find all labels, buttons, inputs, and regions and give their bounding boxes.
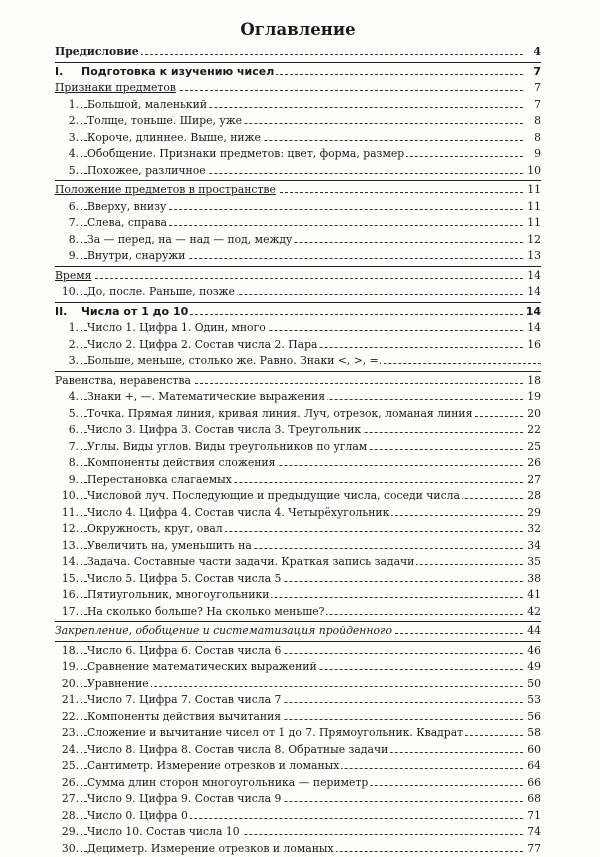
toc-item[interactable]	[55, 130, 541, 147]
page-number: 27	[525, 472, 541, 489]
toc-item[interactable]	[55, 709, 541, 726]
item-number: 4.	[55, 389, 81, 406]
toc-item[interactable]	[55, 841, 541, 857]
page-number: 12	[525, 232, 541, 249]
entry-title: Число 0. Цифра 0	[87, 808, 190, 825]
page-number: 9	[525, 146, 541, 163]
item-number: 9.	[55, 248, 81, 265]
page-number: 29	[525, 505, 541, 522]
page-number: 64	[525, 758, 541, 775]
page-number: 42	[525, 604, 541, 621]
page-number: 66	[525, 775, 541, 792]
page-number: 8	[525, 130, 541, 147]
entry-title: Внутри, снаружи	[87, 248, 188, 265]
page-number: 25	[525, 439, 541, 456]
entry-title: Обобщение. Признаки предметов: цвет, форма, размер	[87, 146, 406, 163]
item-number: 5.	[55, 406, 81, 423]
toc-item[interactable]	[55, 248, 541, 265]
entry-title: Число 6. Цифра 6. Состав числа 6	[87, 643, 283, 660]
entry-title: Число 3. Цифра 3. Состав числа 3. Треугольник	[87, 422, 363, 439]
entry-title: Число 4. Цифра 4. Состав числа 4. Четырёхугольник	[87, 505, 391, 522]
item-number: 10.	[55, 488, 81, 505]
page-number: 35	[525, 554, 541, 571]
item-number: 29.	[55, 824, 81, 841]
section-number: I.	[55, 64, 81, 81]
entry-title: Короче, длиннее. Выше, ниже	[87, 130, 263, 147]
divider	[55, 302, 541, 303]
toc-heading[interactable]	[55, 44, 541, 61]
entry-title: Уравнение	[87, 676, 151, 693]
item-number: 27.	[55, 791, 81, 808]
toc-item[interactable]	[55, 320, 541, 337]
toc-item[interactable]	[55, 472, 541, 489]
entry-title: Увеличить на, уменьшить на	[87, 538, 254, 555]
item-number: 10.	[55, 284, 81, 301]
entry-title: Знаки +, —. Математические выражения	[87, 389, 327, 406]
entry-title: Больше, меньше, столько же. Равно. Знаки <, >, =.	[87, 353, 384, 370]
item-number: 8.	[55, 455, 81, 472]
toc-item[interactable]	[55, 284, 541, 301]
page-number: 14	[525, 304, 541, 321]
item-number: 3.	[55, 130, 81, 147]
entry-title: Число 2. Цифра 2. Состав числа 2. Пара	[87, 337, 319, 354]
toc-heading[interactable]	[55, 373, 541, 390]
divider	[55, 180, 541, 181]
toc-item[interactable]	[55, 146, 541, 163]
entry-title: Большой, маленький	[87, 97, 209, 114]
item-number: 14.	[55, 554, 81, 571]
entry-title: Перестановка слагаемых	[87, 472, 234, 489]
entry-title: Углы. Виды углов. Виды треугольников по углам	[87, 439, 369, 456]
entry-title: Сумма длин сторон многоугольника — периметр	[87, 775, 370, 792]
section-number: II.	[55, 304, 81, 321]
toc-item[interactable]	[55, 488, 541, 505]
toc-item[interactable]	[55, 422, 541, 439]
entry-title: Предисловие	[55, 44, 141, 61]
toc-item[interactable]	[55, 455, 541, 472]
page-number: 34	[525, 538, 541, 555]
toc-item[interactable]	[55, 604, 541, 621]
entry-title: Вверху, внизу	[87, 199, 168, 216]
page-number: 41	[525, 587, 541, 604]
item-number: 8.	[55, 232, 81, 249]
page-number: 77	[525, 841, 541, 857]
divider	[55, 62, 541, 63]
toc-item[interactable]	[55, 758, 541, 775]
entry-title: Подготовка к изучению чисел	[81, 64, 276, 81]
toc-heading[interactable]	[55, 182, 541, 199]
entry-title: Число 5. Цифра 5. Состав числа 5	[87, 571, 283, 588]
item-number: 1.	[55, 320, 81, 337]
toc-section[interactable]	[55, 64, 541, 81]
item-number: 25.	[55, 758, 81, 775]
toc-item[interactable]	[55, 163, 541, 180]
toc-list	[55, 44, 541, 857]
page-number: 50	[525, 676, 541, 693]
toc-item[interactable]	[55, 587, 541, 604]
item-number: 12.	[55, 521, 81, 538]
item-number: 9.	[55, 472, 81, 489]
page-number: 16	[525, 337, 541, 354]
toc-section[interactable]	[55, 304, 541, 321]
toc-item[interactable]	[55, 775, 541, 792]
item-number: 4.	[55, 146, 81, 163]
page-number: 14	[525, 320, 541, 337]
entry-title: Числа от 1 до 10	[81, 304, 190, 321]
page-number: 22	[525, 422, 541, 439]
toc-heading[interactable]	[55, 268, 541, 285]
item-number: 21.	[55, 692, 81, 709]
page-number: 8	[525, 113, 541, 130]
divider	[55, 621, 541, 622]
page-number: 18	[525, 373, 541, 390]
item-number: 11.	[55, 505, 81, 522]
page-number: 13	[525, 248, 541, 265]
entry-title: Время	[55, 268, 93, 285]
toc-item[interactable]	[55, 791, 541, 808]
item-number: 3.	[55, 353, 81, 370]
page-number: 44	[525, 623, 541, 640]
entry-title: Положение предметов в пространстве	[55, 182, 278, 199]
item-number: 7.	[55, 439, 81, 456]
item-number: 19.	[55, 659, 81, 676]
entry-title: Точка. Прямая линия, кривая линия. Луч, отрезок, ломаная линия	[87, 406, 474, 423]
page-number: 46	[525, 643, 541, 660]
entry-title: Число 7. Цифра 7. Состав числа 7	[87, 692, 283, 709]
leader-dots	[55, 278, 523, 279]
entry-title: Пятиугольник, многоугольники	[87, 587, 271, 604]
table-of-contents	[55, 18, 541, 857]
entry-title: Число 8. Цифра 8. Состав числа 8. Обратные задачи	[87, 742, 390, 759]
entry-title: Похожее, различное	[87, 163, 208, 180]
page-title: Оглавление	[55, 18, 541, 42]
entry-title: За — перед, на — над — под, между	[87, 232, 294, 249]
page-number: 4	[525, 44, 541, 61]
page-number: 26	[525, 455, 541, 472]
page-number: 7	[525, 97, 541, 114]
page-number: 56	[525, 709, 541, 726]
item-number: 30.	[55, 841, 81, 857]
item-number: 6.	[55, 422, 81, 439]
page-number: 19	[525, 389, 541, 406]
toc-item[interactable]	[55, 199, 541, 216]
entry-title: Число 9. Цифра 9. Состав числа 9	[87, 791, 283, 808]
toc-item[interactable]	[55, 571, 541, 588]
item-number: 7.	[55, 215, 81, 232]
page-number: 71	[525, 808, 541, 825]
toc-item[interactable]	[55, 337, 541, 354]
page-number: 11	[525, 215, 541, 232]
entry-title: Дециметр. Измерение отрезков и ломаных	[87, 841, 336, 857]
item-number: 1.	[55, 97, 81, 114]
entry-title: Слева, справа	[87, 215, 169, 232]
entry-title: Число 1. Цифра 1. Один, много	[87, 320, 268, 337]
toc-item[interactable]	[55, 232, 541, 249]
page-number: 11	[525, 199, 541, 216]
entry-title: Сравнение математических выражений	[87, 659, 319, 676]
item-number: 22.	[55, 709, 81, 726]
divider	[55, 371, 541, 372]
item-number: 16.	[55, 587, 81, 604]
page-number: 74	[525, 824, 541, 841]
page-number: 11	[525, 182, 541, 199]
entry-title: Компоненты действия сложения	[87, 455, 277, 472]
toc-heading[interactable]	[55, 623, 541, 640]
divider	[55, 266, 541, 267]
entry-title: Окружность, круг, овал	[87, 521, 225, 538]
item-number: 2.	[55, 113, 81, 130]
toc-item[interactable]	[55, 692, 541, 709]
item-number: 2.	[55, 337, 81, 354]
page-number: 32	[525, 521, 541, 538]
toc-item[interactable]	[55, 808, 541, 825]
page-number: 60	[525, 742, 541, 759]
item-number: 23.	[55, 725, 81, 742]
page-number: 53	[525, 692, 541, 709]
page-number: 49	[525, 659, 541, 676]
toc-item[interactable]	[55, 215, 541, 232]
page-number: 7	[525, 64, 541, 81]
page-number: 20	[525, 406, 541, 423]
item-number: 15.	[55, 571, 81, 588]
item-number: 18.	[55, 643, 81, 660]
toc-item[interactable]	[55, 113, 541, 130]
page-number: 38	[525, 571, 541, 588]
toc-item[interactable]	[55, 97, 541, 114]
entry-title: На сколько больше? На сколько меньше?	[87, 604, 326, 621]
item-number: 5.	[55, 163, 81, 180]
page-number: 10	[525, 163, 541, 180]
item-number: 17.	[55, 604, 81, 621]
entry-title: Признаки предметов	[55, 80, 178, 97]
toc-item[interactable]	[55, 538, 541, 555]
item-number: 24.	[55, 742, 81, 759]
toc-item[interactable]	[55, 725, 541, 742]
toc-item[interactable]	[55, 353, 541, 370]
entry-title: До, после. Раньше, позже	[87, 284, 237, 301]
entry-title: Задача. Составные части задачи. Краткая запись задачи	[87, 554, 416, 571]
toc-item[interactable]	[55, 659, 541, 676]
item-number: 28.	[55, 808, 81, 825]
toc-item[interactable]	[55, 643, 541, 660]
entry-title: Число 10. Состав числа 10	[87, 824, 242, 841]
item-number: 13.	[55, 538, 81, 555]
toc-item[interactable]	[55, 505, 541, 522]
toc-item[interactable]	[55, 389, 541, 406]
entry-title: Равенства, неравенства	[55, 373, 193, 390]
page-number: 28	[525, 488, 541, 505]
page-number: 58	[525, 725, 541, 742]
entry-title: Числовой луч. Последующие и предыдущие числа, соседи числа	[87, 488, 462, 505]
divider	[55, 641, 541, 642]
item-number: 6.	[55, 199, 81, 216]
toc-item[interactable]	[55, 824, 541, 841]
toc-item[interactable]	[55, 676, 541, 693]
toc-heading[interactable]	[55, 80, 541, 97]
page-number: 14	[525, 284, 541, 301]
entry-title: Сложение и вычитание чисел от 1 до 7. Прямоугольник. Квадрат	[87, 725, 465, 742]
page-number: 68	[525, 791, 541, 808]
entry-title: Толще, тоньше. Шире, уже	[87, 113, 244, 130]
toc-item[interactable]	[55, 406, 541, 423]
entry-title: Компоненты действия вычитания	[87, 709, 283, 726]
toc-item[interactable]	[55, 521, 541, 538]
entry-title: Сантиметр. Измерение отрезков и ломаных	[87, 758, 341, 775]
page-number: 14	[525, 268, 541, 285]
item-number: 20.	[55, 676, 81, 693]
page-number: 7	[525, 80, 541, 97]
toc-item[interactable]	[55, 554, 541, 571]
toc-item[interactable]	[55, 439, 541, 456]
item-number: 26.	[55, 775, 81, 792]
entry-title: Закрепление, обобщение и систематизация пройденного	[55, 623, 394, 640]
